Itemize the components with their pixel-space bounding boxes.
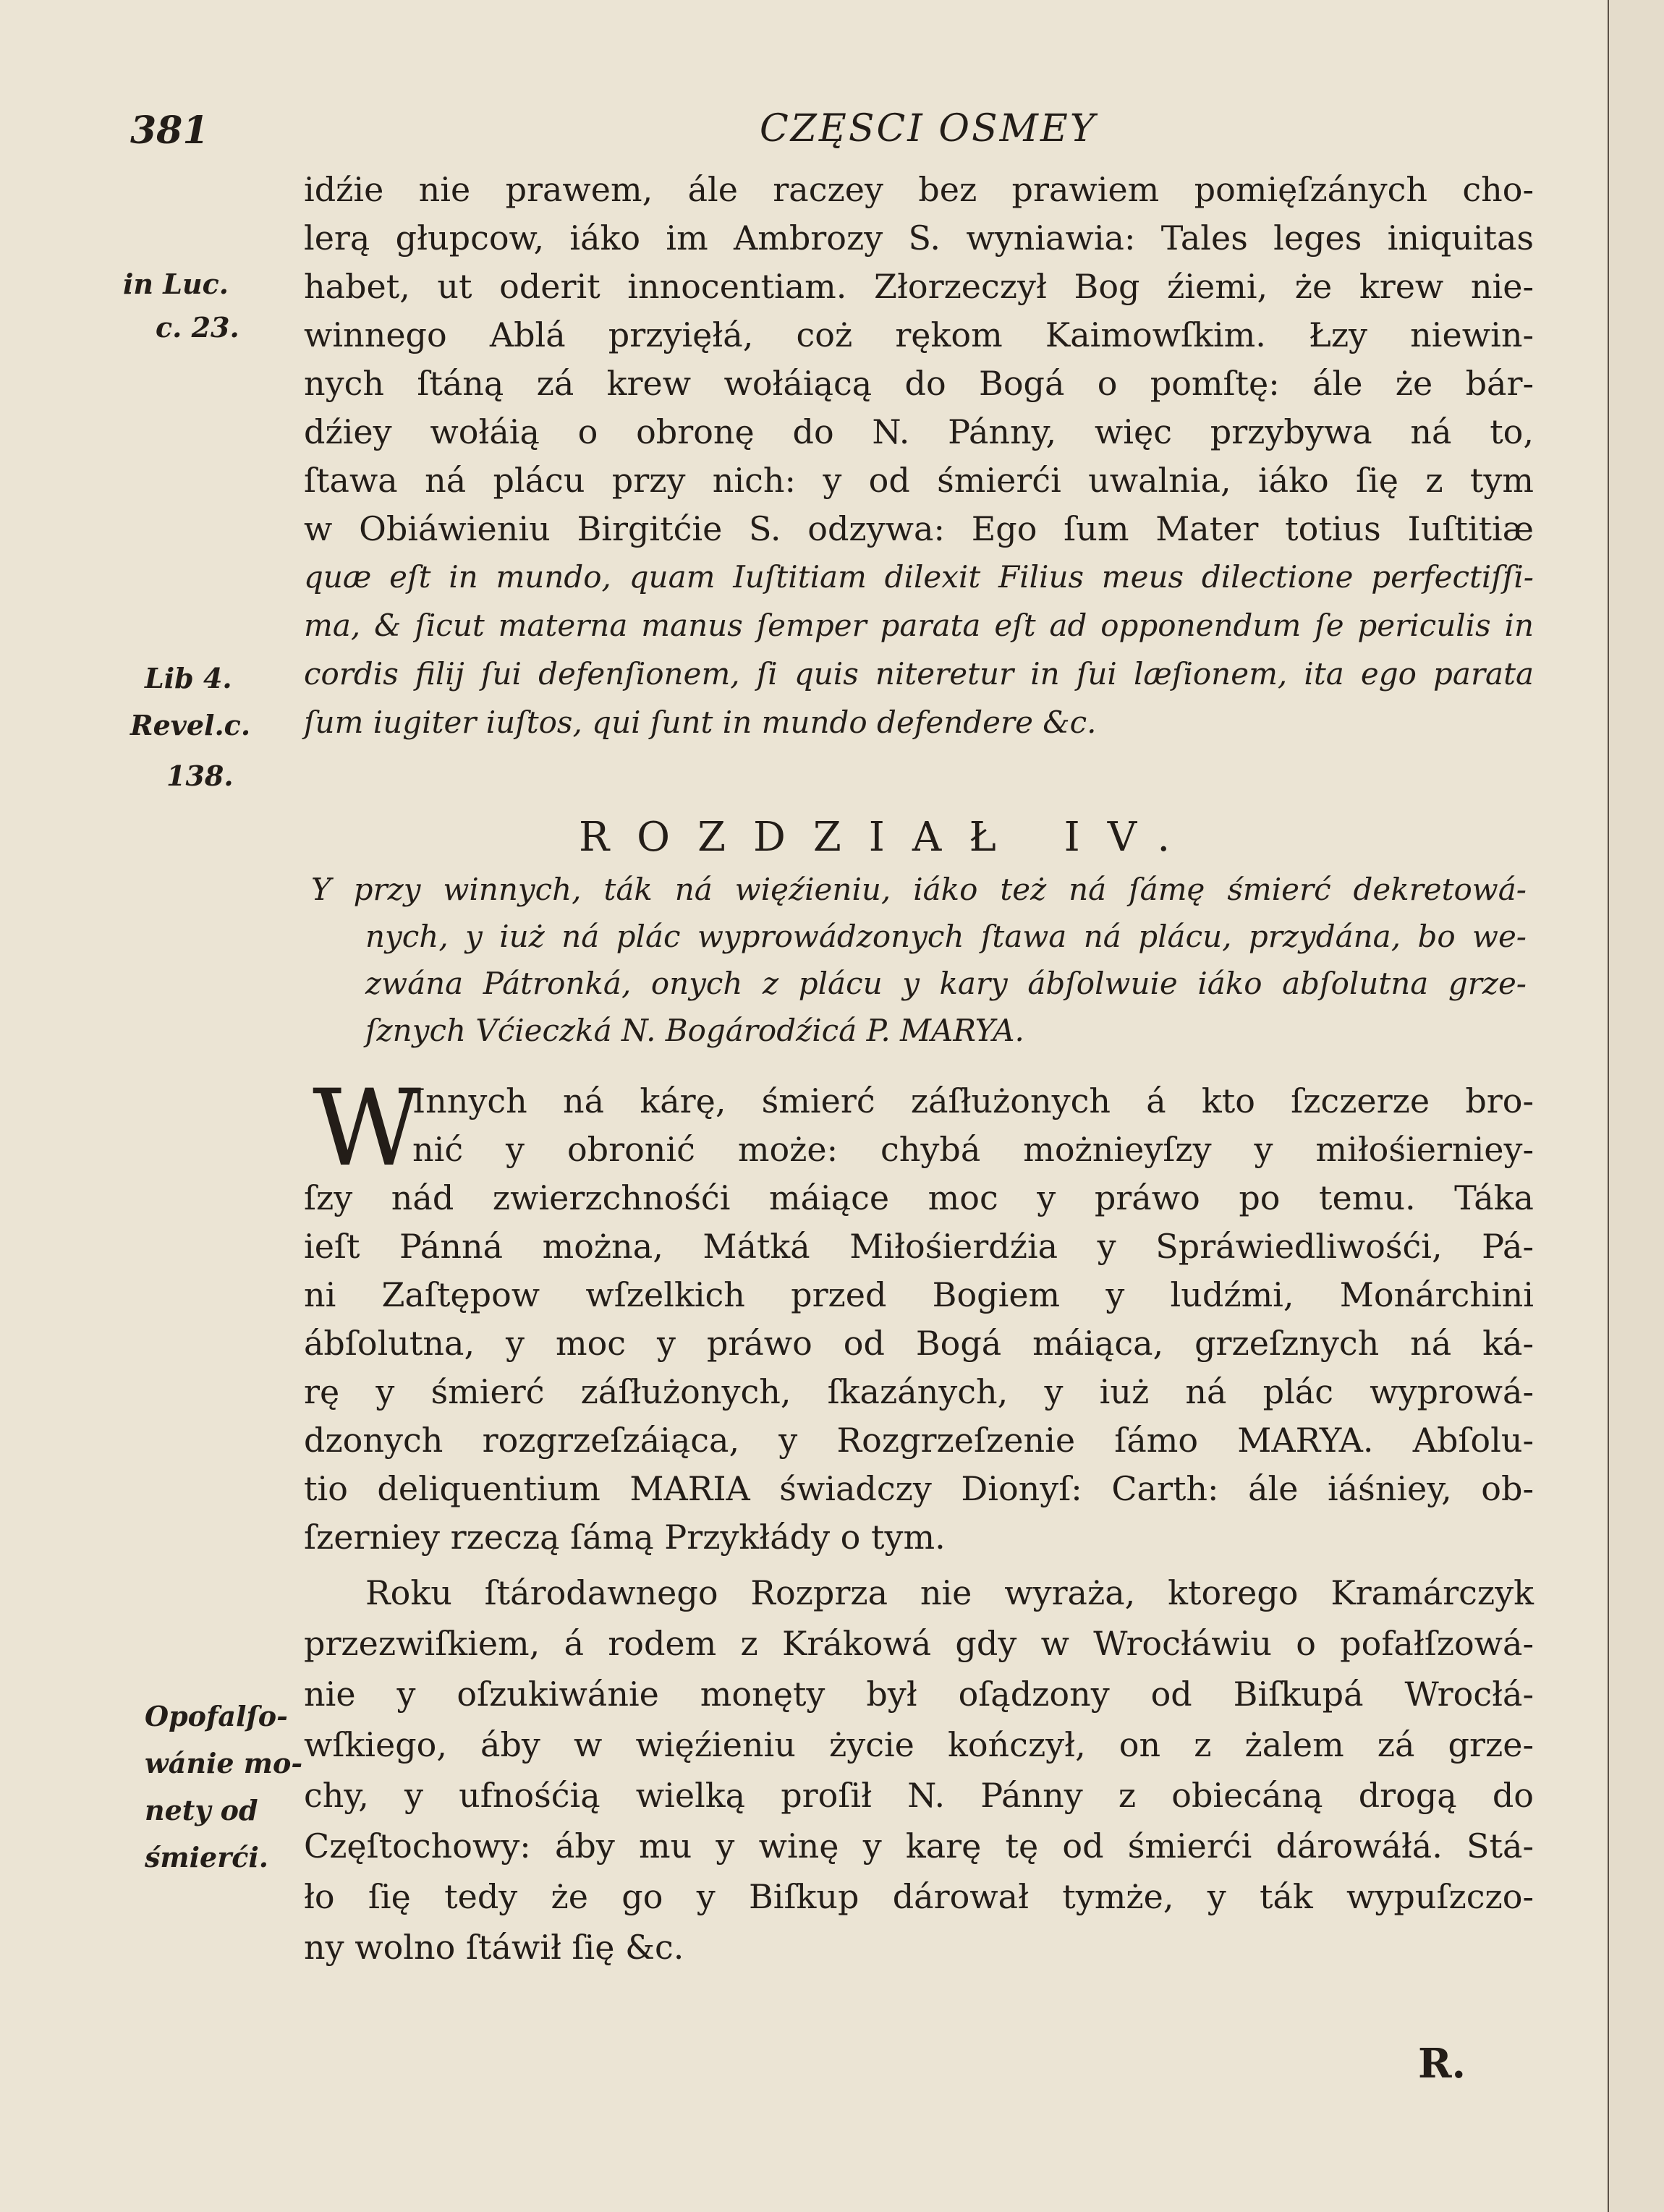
section-line: wſkiego, áby w więźieniu życie kończył, on z żalem zá grze- xyxy=(304,1725,1534,1764)
body-line: habet, ut oderit innocentiam. Złorzeczył Bog źiemi, że krew nie- xyxy=(304,267,1534,306)
margin-note-side-2: wánie mo- xyxy=(145,1747,303,1779)
section-line: chy, y ufnośćią wielką proſił N. Pánny z obiecáną drogą do xyxy=(304,1776,1534,1815)
body-line: idźie nie prawem, ále raczey bez prawiem pomięſzánych cho- xyxy=(304,170,1534,209)
drop-cap: W xyxy=(313,1067,422,1190)
section-line: nić y obronić może: chybá możnieyſzy y miłośierniey- xyxy=(412,1130,1534,1169)
body-line: dźiey wołáią o obronę do N. Pánny, więc przybywa ná to, xyxy=(304,412,1534,451)
running-header: CZĘSCI OSMEY xyxy=(760,107,1098,150)
body-line: ſtawa ná plácu przy nich: y od śmierći uwalnia, iáko ſię z tym xyxy=(304,461,1534,500)
chapter-summary-line: ſznych Vćieczká N. Bogárodźicá P. MARYA. xyxy=(365,1013,1024,1048)
margin-note-luc-1: in Luc. xyxy=(123,268,229,300)
body-line: nych ſtáną zá krew wołáiącą do Bogá o pomſtę: ále że bár- xyxy=(304,364,1534,403)
section-line: ny wolno ſtáwił ſię &c. xyxy=(304,1928,684,1967)
catchword: R. xyxy=(1418,2040,1466,2088)
body-line: quæ eſt in mundo, quam Iuſtitiam dilexit Filius meus dilectione perfectiſſi- xyxy=(304,559,1534,595)
margin-note-side-4: śmierći. xyxy=(145,1841,269,1873)
body-line: ma, & ſicut materna manus ſemper parata eſt ad opponendum ſe periculis in xyxy=(304,608,1534,643)
body-line: lerą głupcow, iáko im Ambrozy S. wyniawia: Tales leges iniquitas xyxy=(304,218,1534,258)
section-line: rę y śmierć záſłużonych, ſkazánych, y iuż ná plác wyprowá- xyxy=(304,1372,1534,1411)
margin-note-rev-3: 138. xyxy=(166,760,234,792)
margin-note-side-1: Opofalſo- xyxy=(145,1700,288,1732)
margin-note-luc-2: c. 23. xyxy=(156,311,239,344)
next-page-edge xyxy=(1608,0,1664,2212)
section-line: tio deliquentium MARIA świadczy Dionyſ: Carth: ále iáśniey, ob- xyxy=(304,1469,1534,1508)
section-line: Roku ſtárodawnego Rozprza nie wyraża, ktorego Kramárczyk xyxy=(365,1573,1534,1612)
margin-note-side-3: nety od xyxy=(145,1794,258,1826)
section-line: nie y oſzukiwánie monęty był oſądzony od Biſkupá Wrocłá- xyxy=(304,1675,1534,1714)
body-line: ſum iugiter iuſtos, qui ſunt in mundo defendere &c. xyxy=(304,705,1097,740)
section-line: ſzy nád zwierzchnośći máiące moc y práwo po temu. Táka xyxy=(304,1178,1534,1217)
section-line: ieſt Pánná można, Mátká Miłośierdźia y Spráwiedliwośći, Pá- xyxy=(304,1227,1534,1266)
body-line: winnego Ablá przyięłá, coż rękom Kaimowſkim. Łzy niewin- xyxy=(304,315,1534,354)
margin-note-rev-2: Revel.c. xyxy=(130,709,251,741)
chapter-summary-line: Y przy winnych, ták ná więźieniu, iáko też ná ſámę śmierć dekretowá- xyxy=(311,872,1527,907)
section-line: dzonych rozgrzeſzáiąca, y Rozgrzeſzenie ſámo MARYA. Abſolu- xyxy=(304,1421,1534,1460)
section-line: ábſolutna, y moc y práwo od Bogá máiąca, grzeſznych ná ká- xyxy=(304,1324,1534,1363)
section-line: ni Zaſtępow wſzelkich przed Bogiem y ludźmi, Monárchini xyxy=(304,1275,1534,1314)
chapter-title: ROZDZIAŁ IV. xyxy=(579,814,1198,861)
section-line: Innych ná kárę, śmierć záſłużonych á kto ſzczerze bro- xyxy=(412,1081,1534,1120)
chapter-summary-line: zwána Pátronká, onych z plácu y kary ábſolwuie iáko abſolutna grze- xyxy=(365,966,1527,1001)
margin-note-rev-1: Lib 4. xyxy=(145,662,232,694)
section-line: ło ſię tedy że go y Biſkup dárował tymże, y ták wypuſzczo- xyxy=(304,1877,1534,1916)
section-line: przezwiſkiem, á rodem z Krákowá gdy w Wrocłáwiu o pofałſzowá- xyxy=(304,1624,1534,1663)
section-line: Częſtochowy: áby mu y winę y karę tę od śmierći dárowáłá. Stá- xyxy=(304,1826,1534,1866)
chapter-summary-line: nych, y iuż ná plác wyprowádzonych ſtawa ná plácu, przydána, bo we- xyxy=(365,919,1527,954)
body-line: cordis filij ſui defenſionem, ſi quis niteretur in ſui læſionem, ita ego parata xyxy=(304,656,1534,692)
section-line: ſzerniey rzeczą ſámą Przykłády o tym. xyxy=(304,1518,946,1557)
page-number: 381 xyxy=(130,109,209,153)
body-line: w Obiáwieniu Birgitćie S. odzywa: Ego ſum Mater totius Iuſtitiæ xyxy=(304,509,1534,548)
